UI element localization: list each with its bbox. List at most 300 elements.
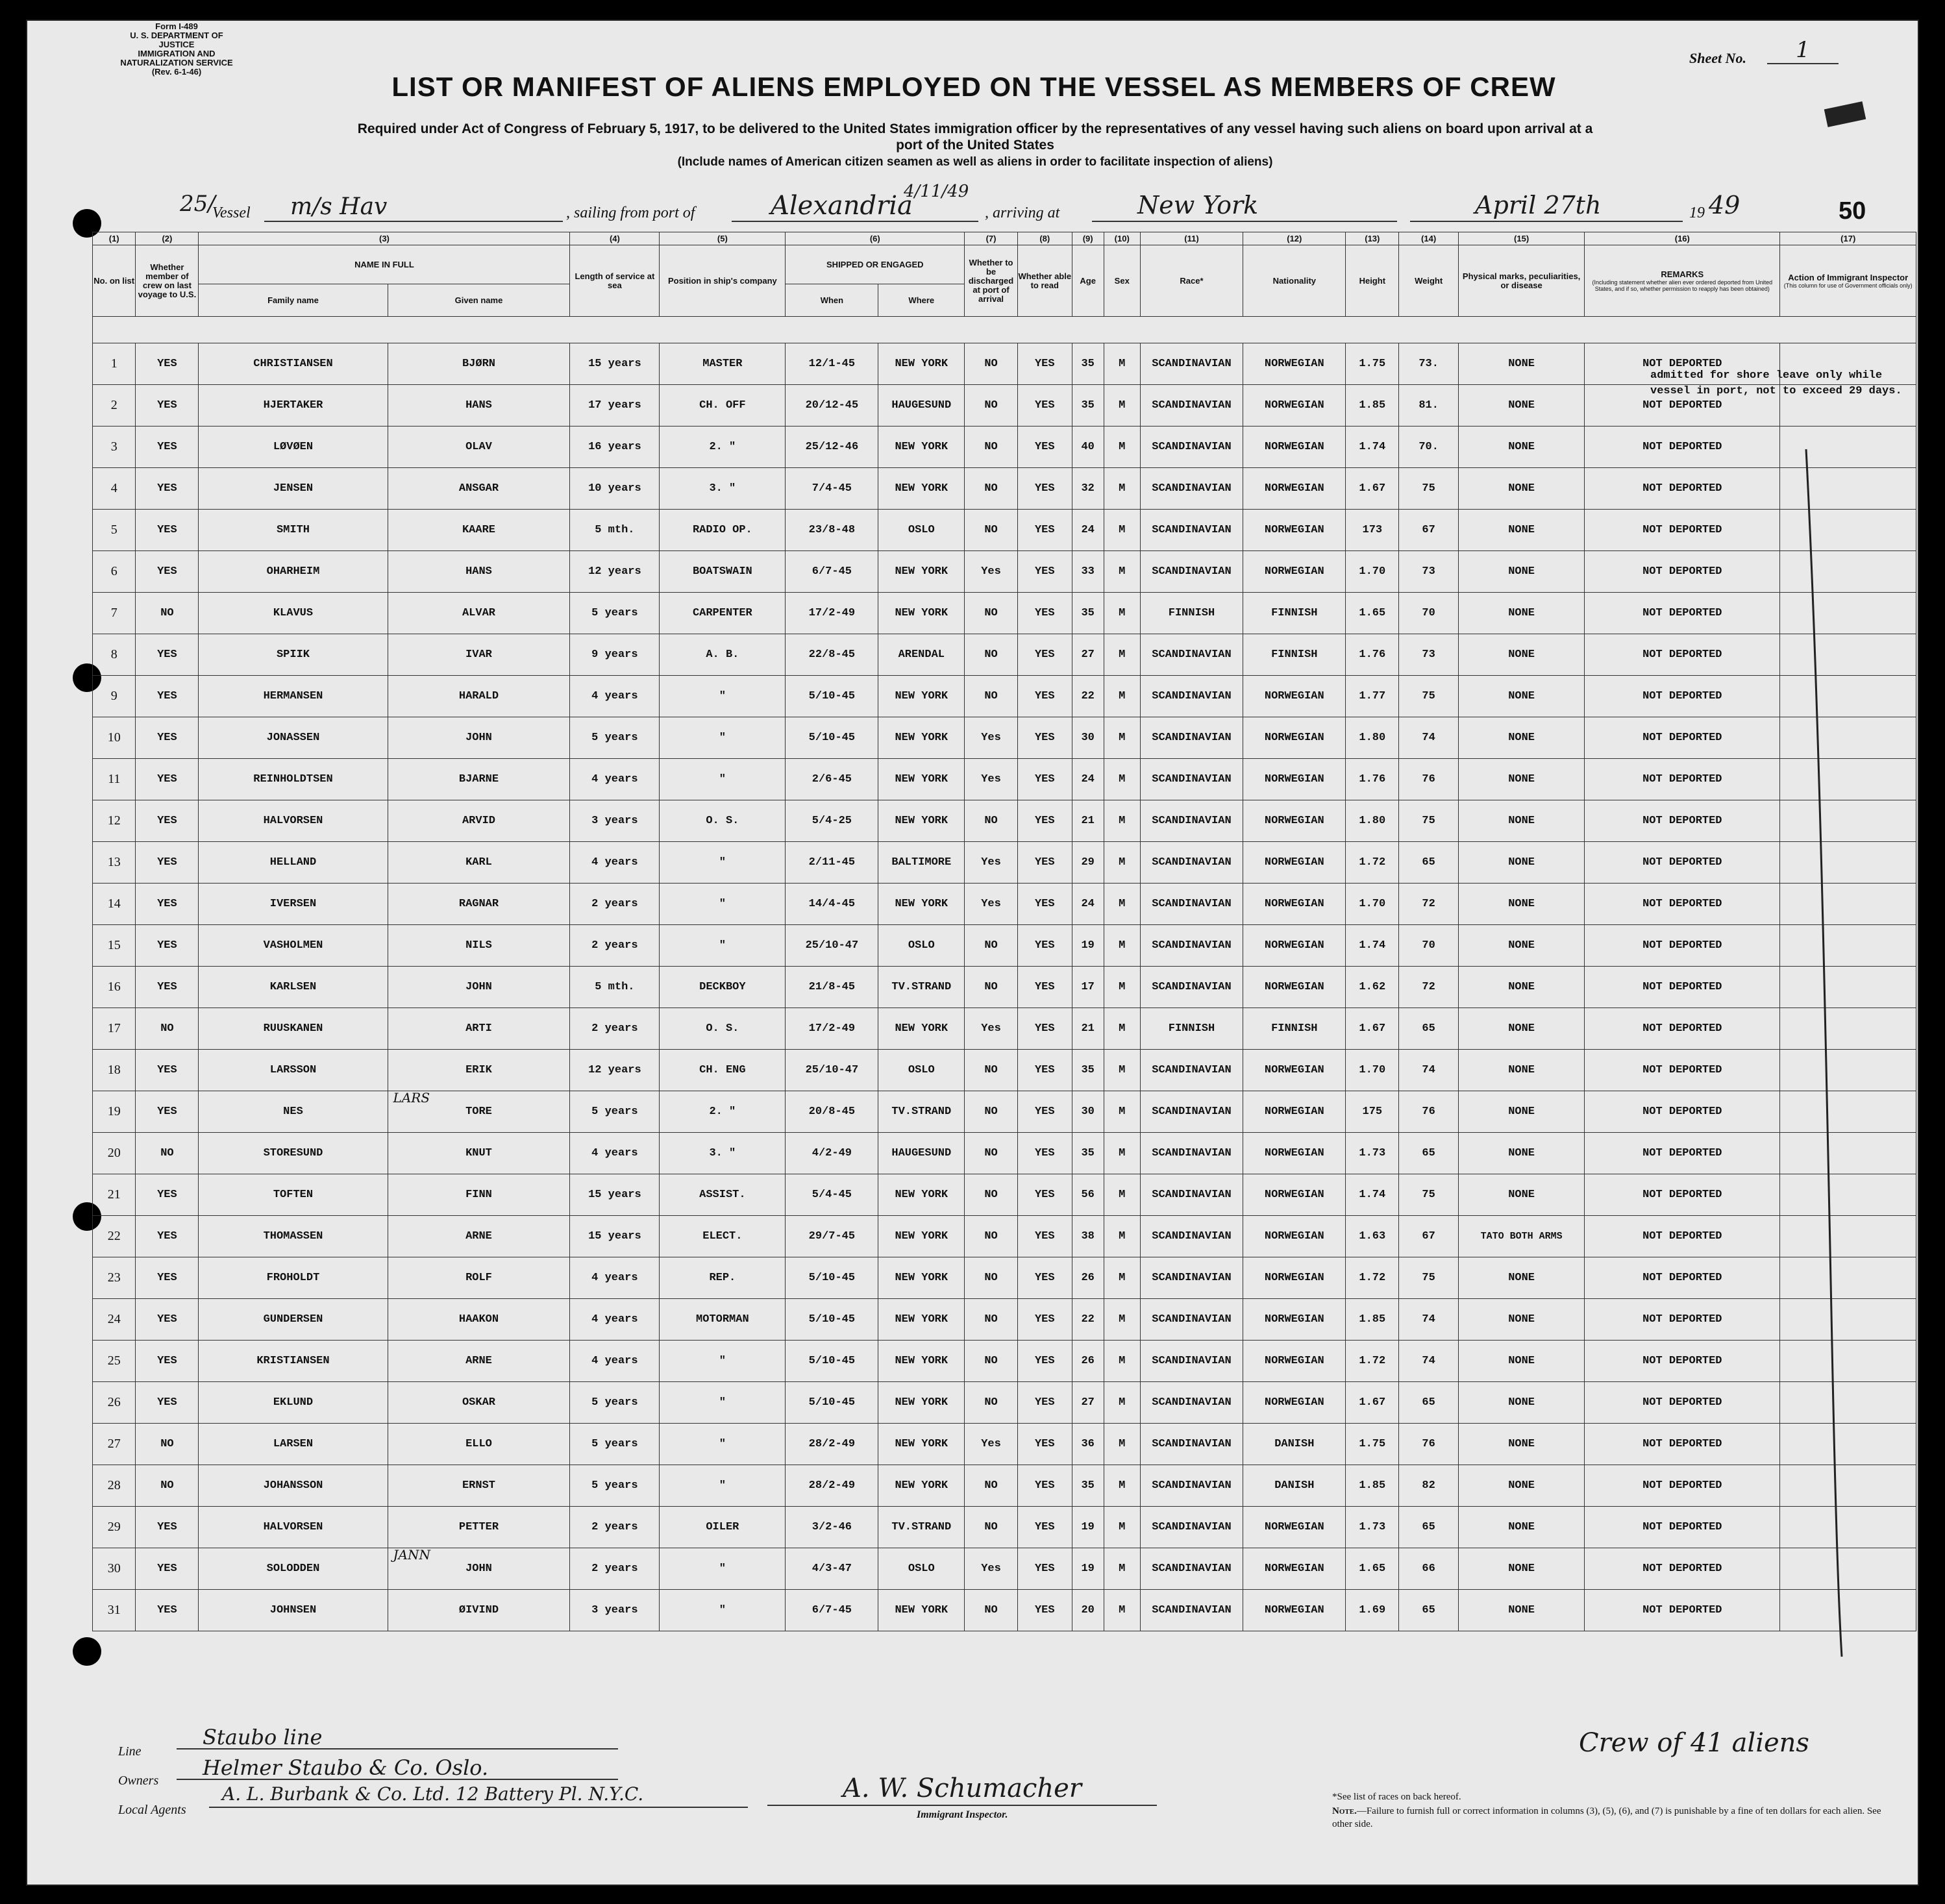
shipped-when: 20/8-45 bbox=[786, 1091, 878, 1133]
col-num: (11) bbox=[1140, 232, 1243, 245]
header-remarks bbox=[1585, 245, 1780, 317]
last-voyage: YES bbox=[136, 1299, 199, 1341]
family-name: IVERSEN bbox=[199, 884, 388, 925]
sex: M bbox=[1104, 1257, 1140, 1299]
race: SCANDINAVIAN bbox=[1140, 385, 1243, 427]
nationality: NORWEGIAN bbox=[1243, 1341, 1346, 1382]
discharged: NO bbox=[965, 800, 1018, 842]
shipped-where: NEW YORK bbox=[878, 468, 965, 510]
able-read: YES bbox=[1017, 385, 1072, 427]
given-name bbox=[388, 1548, 570, 1590]
able-read: YES bbox=[1017, 1008, 1072, 1050]
col-num: (6) bbox=[786, 232, 965, 245]
age: 35 bbox=[1072, 343, 1104, 385]
able-read: YES bbox=[1017, 468, 1072, 510]
remarks: NOT DEPORTED bbox=[1585, 1507, 1780, 1548]
given-name: ELLO bbox=[388, 1424, 570, 1465]
weight: 70 bbox=[1399, 925, 1459, 967]
height: 1.65 bbox=[1346, 593, 1399, 634]
position: CH. ENG bbox=[660, 1050, 786, 1091]
length-service: 5 mth. bbox=[570, 510, 660, 551]
discharged: NO bbox=[965, 1382, 1018, 1424]
punch-hole bbox=[73, 1637, 101, 1666]
physical-marks: NONE bbox=[1459, 1299, 1585, 1341]
row-number: 13 bbox=[93, 842, 136, 884]
given-name: RAGNAR bbox=[388, 884, 570, 925]
remarks: NOT DEPORTED bbox=[1585, 427, 1780, 468]
age: 30 bbox=[1072, 1091, 1104, 1133]
weight: 65 bbox=[1399, 842, 1459, 884]
age: 19 bbox=[1072, 1507, 1104, 1548]
family-name: RUUSKANEN bbox=[199, 1008, 388, 1050]
last-voyage: YES bbox=[136, 1216, 199, 1257]
remarks-title: REMARKS bbox=[1661, 269, 1704, 279]
remarks: NOT DEPORTED bbox=[1585, 759, 1780, 800]
row-number: 1 bbox=[93, 343, 136, 385]
shipped-where: NEW YORK bbox=[878, 427, 965, 468]
family-name: JOHNSEN bbox=[199, 1590, 388, 1631]
position: DECKBOY bbox=[660, 967, 786, 1008]
nationality: NORWEGIAN bbox=[1243, 1590, 1346, 1631]
discharged: Yes bbox=[965, 1424, 1018, 1465]
weight: 72 bbox=[1399, 967, 1459, 1008]
age: 56 bbox=[1072, 1174, 1104, 1216]
weight: 74 bbox=[1399, 1299, 1459, 1341]
shore-leave-annotation: admitted for shore leave only while vessel in port, not to exceed 29 days. bbox=[1650, 369, 1902, 397]
family-name: HELLAND bbox=[199, 842, 388, 884]
able-read: YES bbox=[1017, 717, 1072, 759]
shipped-where: OSLO bbox=[878, 925, 965, 967]
col-num: (12) bbox=[1243, 232, 1346, 245]
agents-value: A. L. Burbank & Co. Ltd. 12 Battery Pl. N.Y.C. bbox=[209, 1783, 748, 1808]
family-name: HJERTAKER bbox=[199, 385, 388, 427]
shipped-where: OSLO bbox=[878, 1548, 965, 1590]
last-voyage: YES bbox=[136, 925, 199, 967]
last-voyage: NO bbox=[136, 1133, 199, 1174]
row-number: 14 bbox=[93, 884, 136, 925]
race: SCANDINAVIAN bbox=[1140, 1299, 1243, 1341]
shipped-when: 4/3-47 bbox=[786, 1548, 878, 1590]
given-name-value: TORE bbox=[465, 1106, 492, 1118]
shipped-where: NEW YORK bbox=[878, 551, 965, 593]
nationality: NORWEGIAN bbox=[1243, 1299, 1346, 1341]
race: SCANDINAVIAN bbox=[1140, 1341, 1243, 1382]
position: " bbox=[660, 1424, 786, 1465]
height: 1.70 bbox=[1346, 1050, 1399, 1091]
weight: 81. bbox=[1399, 385, 1459, 427]
position: O. S. bbox=[660, 800, 786, 842]
col-num: (16) bbox=[1585, 232, 1780, 245]
able-read: YES bbox=[1017, 427, 1072, 468]
race: SCANDINAVIAN bbox=[1140, 1133, 1243, 1174]
nationality: NORWEGIAN bbox=[1243, 1257, 1346, 1299]
remarks: NOT DEPORTED bbox=[1585, 468, 1780, 510]
weight: 76 bbox=[1399, 1091, 1459, 1133]
given-name: PETTER bbox=[388, 1507, 570, 1548]
discharged: NO bbox=[965, 343, 1018, 385]
position: ELECT. bbox=[660, 1216, 786, 1257]
race: SCANDINAVIAN bbox=[1140, 1174, 1243, 1216]
height: 1.72 bbox=[1346, 1341, 1399, 1382]
sheet-number-label: Sheet No. bbox=[1689, 50, 1746, 66]
remarks-note: (Including statement whether alien ever ordered deported from United States, and if so, whether permission to reapply has been obtained) bbox=[1592, 278, 1773, 292]
crew-row bbox=[93, 343, 1916, 385]
weight: 65 bbox=[1399, 1008, 1459, 1050]
last-voyage: YES bbox=[136, 385, 199, 427]
age: 33 bbox=[1072, 551, 1104, 593]
race: SCANDINAVIAN bbox=[1140, 1091, 1243, 1133]
family-name: STORESUND bbox=[199, 1133, 388, 1174]
last-voyage: YES bbox=[136, 1091, 199, 1133]
age: 20 bbox=[1072, 1590, 1104, 1631]
shipped-where: OSLO bbox=[878, 1050, 965, 1091]
sex: M bbox=[1104, 925, 1140, 967]
header-height: Height bbox=[1346, 245, 1399, 317]
arrival-date: April 27th bbox=[1410, 191, 1683, 222]
col-num: (2) bbox=[136, 232, 199, 245]
page-stamp-number: 50 bbox=[1839, 197, 1866, 225]
last-voyage: YES bbox=[136, 1341, 199, 1382]
remarks: NOT DEPORTED bbox=[1585, 1299, 1780, 1341]
spacer-row bbox=[93, 317, 1916, 343]
remarks: NOT DEPORTED bbox=[1585, 676, 1780, 717]
shipped-when: 7/4-45 bbox=[786, 468, 878, 510]
inspector-bracket-mark bbox=[1780, 436, 1858, 1670]
sex: M bbox=[1104, 967, 1140, 1008]
sex: M bbox=[1104, 1465, 1140, 1507]
given-name: ARTI bbox=[388, 1008, 570, 1050]
race: SCANDINAVIAN bbox=[1140, 343, 1243, 385]
col-num: (17) bbox=[1780, 232, 1916, 245]
row-number: 25 bbox=[93, 1341, 136, 1382]
shipped-when: 5/10-45 bbox=[786, 1341, 878, 1382]
shipped-when: 5/10-45 bbox=[786, 1382, 878, 1424]
family-name: LARSEN bbox=[199, 1424, 388, 1465]
discharged: NO bbox=[965, 510, 1018, 551]
able-read: YES bbox=[1017, 1050, 1072, 1091]
col-num: (15) bbox=[1459, 232, 1585, 245]
position: REP. bbox=[660, 1257, 786, 1299]
col-num: (5) bbox=[660, 232, 786, 245]
last-voyage: YES bbox=[136, 1548, 199, 1590]
crew-row bbox=[93, 800, 1916, 842]
sex: M bbox=[1104, 1382, 1140, 1424]
sex: M bbox=[1104, 1050, 1140, 1091]
length-service: 5 years bbox=[570, 1424, 660, 1465]
age: 30 bbox=[1072, 717, 1104, 759]
shipped-when: 2/11-45 bbox=[786, 842, 878, 884]
able-read: YES bbox=[1017, 1174, 1072, 1216]
nationality: NORWEGIAN bbox=[1243, 884, 1346, 925]
shipped-when: 6/7-45 bbox=[786, 1590, 878, 1631]
race: SCANDINAVIAN bbox=[1140, 1548, 1243, 1590]
shipped-where: NEW YORK bbox=[878, 1465, 965, 1507]
row-number: 18 bbox=[93, 1050, 136, 1091]
crew-row bbox=[93, 717, 1916, 759]
nationality: NORWEGIAN bbox=[1243, 343, 1346, 385]
crew-row bbox=[93, 1050, 1916, 1091]
header-able-read: Whether able to read bbox=[1017, 245, 1072, 317]
physical-marks: NONE bbox=[1459, 1008, 1585, 1050]
last-voyage: YES bbox=[136, 967, 199, 1008]
discharged: NO bbox=[965, 1507, 1018, 1548]
given-name bbox=[388, 1091, 570, 1133]
agents-label: Local Agents bbox=[118, 1803, 186, 1817]
nationality: DANISH bbox=[1243, 1465, 1346, 1507]
action-title: Action of Immigrant Inspector bbox=[1788, 272, 1909, 282]
given-name: NILS bbox=[388, 925, 570, 967]
position: " bbox=[660, 1590, 786, 1631]
shipped-where: TV.STRAND bbox=[878, 1507, 965, 1548]
header-nationality: Nationality bbox=[1243, 245, 1346, 317]
weight: 76 bbox=[1399, 759, 1459, 800]
last-voyage: YES bbox=[136, 842, 199, 884]
age: 35 bbox=[1072, 385, 1104, 427]
row-number: 6 bbox=[93, 551, 136, 593]
header-physical: Physical marks, peculiarities, or disease bbox=[1459, 245, 1585, 317]
nationality: NORWEGIAN bbox=[1243, 1050, 1346, 1091]
shipped-where: NEW YORK bbox=[878, 1174, 965, 1216]
form-service: IMMIGRATION AND NATURALIZATION SERVICE bbox=[120, 49, 233, 68]
sex: M bbox=[1104, 1216, 1140, 1257]
row-number: 21 bbox=[93, 1174, 136, 1216]
crew-row bbox=[93, 1174, 1916, 1216]
shipped-where: NEW YORK bbox=[878, 1590, 965, 1631]
remarks: NOT DEPORTED bbox=[1585, 1548, 1780, 1590]
physical-marks: NONE bbox=[1459, 1050, 1585, 1091]
year-prefix: 19 bbox=[1689, 204, 1705, 221]
last-voyage: YES bbox=[136, 427, 199, 468]
shipped-where: NEW YORK bbox=[878, 1299, 965, 1341]
last-voyage: YES bbox=[136, 634, 199, 676]
given-name: JOHN bbox=[388, 717, 570, 759]
given-name: KARL bbox=[388, 842, 570, 884]
given-name: ERIK bbox=[388, 1050, 570, 1091]
crew-row bbox=[93, 884, 1916, 925]
header-name-in-full: NAME IN FULL bbox=[199, 245, 570, 284]
race: SCANDINAVIAN bbox=[1140, 1050, 1243, 1091]
discharged: NO bbox=[965, 1341, 1018, 1382]
race: SCANDINAVIAN bbox=[1140, 717, 1243, 759]
remarks: NOT DEPORTED bbox=[1585, 1174, 1780, 1216]
weight: 73. bbox=[1399, 343, 1459, 385]
shipped-when: 5/10-45 bbox=[786, 676, 878, 717]
shipped-where: NEW YORK bbox=[878, 343, 965, 385]
sex: M bbox=[1104, 385, 1140, 427]
race: SCANDINAVIAN bbox=[1140, 884, 1243, 925]
form-id: Form I-489 bbox=[155, 21, 198, 31]
sex: M bbox=[1104, 1590, 1140, 1631]
shipped-where: NEW YORK bbox=[878, 1424, 965, 1465]
length-service: 2 years bbox=[570, 1548, 660, 1590]
weight: 65 bbox=[1399, 1382, 1459, 1424]
nationality: FINNISH bbox=[1243, 593, 1346, 634]
able-read: YES bbox=[1017, 676, 1072, 717]
length-service: 4 years bbox=[570, 842, 660, 884]
family-name: CHRISTIANSEN bbox=[199, 343, 388, 385]
physical-marks: NONE bbox=[1459, 1341, 1585, 1382]
remarks: NOT DEPORTED bbox=[1585, 1050, 1780, 1091]
shipped-when: 25/10-47 bbox=[786, 1050, 878, 1091]
able-read: YES bbox=[1017, 842, 1072, 884]
length-service: 5 years bbox=[570, 1465, 660, 1507]
row-number: 4 bbox=[93, 468, 136, 510]
discharged: NO bbox=[965, 427, 1018, 468]
age: 38 bbox=[1072, 1216, 1104, 1257]
sex: M bbox=[1104, 551, 1140, 593]
given-name-correction: JANN bbox=[393, 1548, 430, 1563]
family-name: FROHOLDT bbox=[199, 1257, 388, 1299]
age: 17 bbox=[1072, 967, 1104, 1008]
discharged: NO bbox=[965, 925, 1018, 967]
header-no-on-list: No. on list bbox=[93, 245, 136, 317]
sex: M bbox=[1104, 800, 1140, 842]
sex: M bbox=[1104, 1507, 1140, 1548]
physical-marks: NONE bbox=[1459, 634, 1585, 676]
inspector-signature: A. W. Schumacher bbox=[767, 1774, 1157, 1806]
remarks: NOT DEPORTED bbox=[1585, 551, 1780, 593]
height: 1.80 bbox=[1346, 800, 1399, 842]
shipped-where: NEW YORK bbox=[878, 884, 965, 925]
given-name: JOHN bbox=[388, 967, 570, 1008]
discharged: NO bbox=[965, 676, 1018, 717]
physical-marks: NONE bbox=[1459, 884, 1585, 925]
last-voyage: YES bbox=[136, 343, 199, 385]
age: 35 bbox=[1072, 1133, 1104, 1174]
last-voyage: YES bbox=[136, 468, 199, 510]
weight: 73 bbox=[1399, 634, 1459, 676]
shipped-where: BALTIMORE bbox=[878, 842, 965, 884]
length-service: 12 years bbox=[570, 1050, 660, 1091]
position: 3. " bbox=[660, 1133, 786, 1174]
weight: 67 bbox=[1399, 1216, 1459, 1257]
position: 2. " bbox=[660, 1091, 786, 1133]
col-num: (8) bbox=[1017, 232, 1072, 245]
physical-marks: NONE bbox=[1459, 385, 1585, 427]
height: 1.75 bbox=[1346, 1424, 1399, 1465]
position: MASTER bbox=[660, 343, 786, 385]
able-read: YES bbox=[1017, 1424, 1072, 1465]
shipped-when: 12/1-45 bbox=[786, 343, 878, 385]
row-number: 20 bbox=[93, 1133, 136, 1174]
able-read: YES bbox=[1017, 1507, 1072, 1548]
weight: 74 bbox=[1399, 1341, 1459, 1382]
race: SCANDINAVIAN bbox=[1140, 1507, 1243, 1548]
position: CH. OFF bbox=[660, 385, 786, 427]
discharged: NO bbox=[965, 1590, 1018, 1631]
discharged: NO bbox=[965, 385, 1018, 427]
family-name: KARLSEN bbox=[199, 967, 388, 1008]
height: 1.74 bbox=[1346, 427, 1399, 468]
shipped-when: 5/10-45 bbox=[786, 1299, 878, 1341]
height: 1.74 bbox=[1346, 925, 1399, 967]
nationality: FINNISH bbox=[1243, 634, 1346, 676]
height: 1.77 bbox=[1346, 676, 1399, 717]
header-last-voyage: Whether member of crew on last voyage to U.S. bbox=[136, 245, 199, 317]
family-name: NES bbox=[199, 1091, 388, 1133]
shipped-when: 5/10-45 bbox=[786, 717, 878, 759]
sex: M bbox=[1104, 1174, 1140, 1216]
race: SCANDINAVIAN bbox=[1140, 759, 1243, 800]
remarks: NOT DEPORTED bbox=[1585, 1465, 1780, 1507]
spacer-cell bbox=[93, 317, 1916, 343]
height: 173 bbox=[1346, 510, 1399, 551]
physical-marks: NONE bbox=[1459, 1091, 1585, 1133]
remarks: NOT DEPORTED bbox=[1585, 925, 1780, 967]
length-service: 4 years bbox=[570, 1133, 660, 1174]
family-name: SPIIK bbox=[199, 634, 388, 676]
length-service: 4 years bbox=[570, 1341, 660, 1382]
family-name: OHARHEIM bbox=[199, 551, 388, 593]
crew-row bbox=[93, 593, 1916, 634]
position: A. B. bbox=[660, 634, 786, 676]
crew-row bbox=[93, 468, 1916, 510]
row-number: 22 bbox=[93, 1216, 136, 1257]
family-name: EKLUND bbox=[199, 1382, 388, 1424]
age: 29 bbox=[1072, 842, 1104, 884]
height: 1.85 bbox=[1346, 385, 1399, 427]
shipped-where: HAUGESUND bbox=[878, 385, 965, 427]
length-service: 10 years bbox=[570, 468, 660, 510]
age: 24 bbox=[1072, 884, 1104, 925]
header-given-name: Given name bbox=[388, 284, 570, 317]
row-number: 17 bbox=[93, 1008, 136, 1050]
given-name: ALVAR bbox=[388, 593, 570, 634]
shipped-when: 5/4-25 bbox=[786, 800, 878, 842]
crew-row bbox=[93, 1091, 1916, 1133]
nationality: NORWEGIAN bbox=[1243, 676, 1346, 717]
family-name: VASHOLMEN bbox=[199, 925, 388, 967]
given-name: ANSGAR bbox=[388, 468, 570, 510]
race: SCANDINAVIAN bbox=[1140, 1590, 1243, 1631]
physical-marks: NONE bbox=[1459, 1133, 1585, 1174]
able-read: YES bbox=[1017, 967, 1072, 1008]
race: SCANDINAVIAN bbox=[1140, 1216, 1243, 1257]
age: 24 bbox=[1072, 759, 1104, 800]
nationality: NORWEGIAN bbox=[1243, 800, 1346, 842]
age: 22 bbox=[1072, 1299, 1104, 1341]
physical-marks: NONE bbox=[1459, 1465, 1585, 1507]
discharged: Yes bbox=[965, 1008, 1018, 1050]
last-voyage: YES bbox=[136, 1507, 199, 1548]
shipped-when: 6/7-45 bbox=[786, 551, 878, 593]
remarks: NOT DEPORTED bbox=[1585, 1091, 1780, 1133]
col-num: (13) bbox=[1346, 232, 1399, 245]
height: 1.70 bbox=[1346, 551, 1399, 593]
sex: M bbox=[1104, 593, 1140, 634]
header-action bbox=[1780, 245, 1916, 317]
length-service: 2 years bbox=[570, 925, 660, 967]
physical-marks: NONE bbox=[1459, 468, 1585, 510]
shipped-where: NEW YORK bbox=[878, 717, 965, 759]
able-read: YES bbox=[1017, 343, 1072, 385]
crew-row bbox=[93, 1341, 1916, 1382]
shipped-when: 20/12-45 bbox=[786, 385, 878, 427]
header-age: Age bbox=[1072, 245, 1104, 317]
col-num: (7) bbox=[965, 232, 1018, 245]
weight: 75 bbox=[1399, 676, 1459, 717]
able-read: YES bbox=[1017, 759, 1072, 800]
crew-row bbox=[93, 1465, 1916, 1507]
shipped-where: NEW YORK bbox=[878, 759, 965, 800]
position: " bbox=[660, 1465, 786, 1507]
age: 24 bbox=[1072, 510, 1104, 551]
position: " bbox=[660, 842, 786, 884]
last-voyage: YES bbox=[136, 1050, 199, 1091]
physical-marks: NONE bbox=[1459, 551, 1585, 593]
crew-row bbox=[93, 385, 1916, 427]
sex: M bbox=[1104, 427, 1140, 468]
